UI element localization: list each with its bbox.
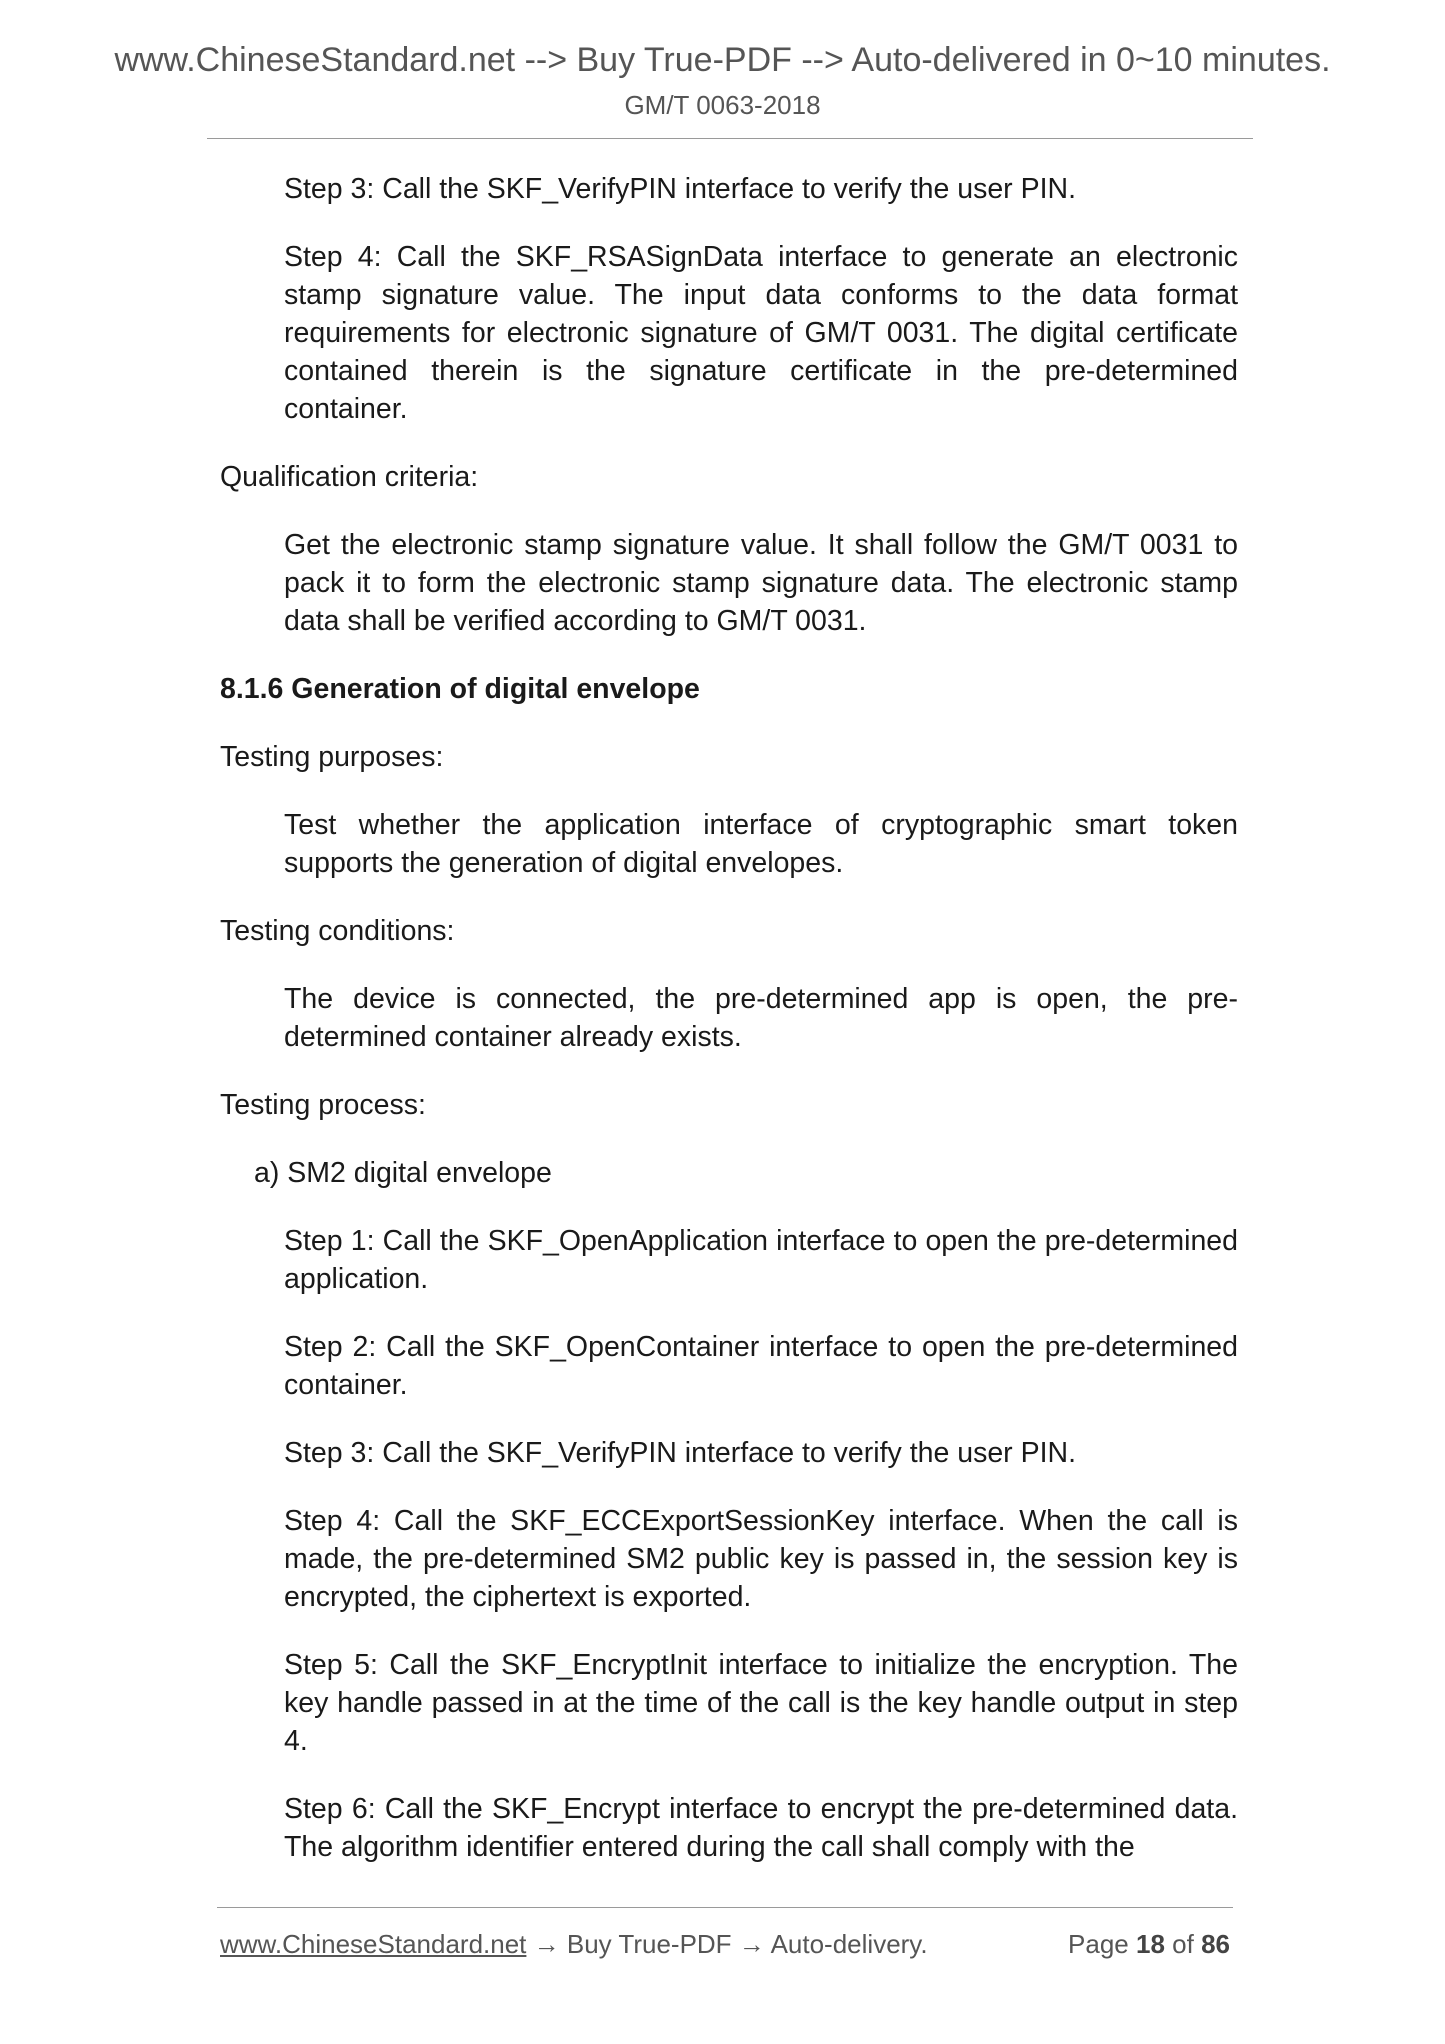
purposes-text: Test whether the application interface of cryptographic smart token supports the generation of digital envelopes. — [284, 809, 1238, 879]
step-1: Step 1: Call the SKF_OpenApplication interface to open the pre-determined application. — [284, 1225, 1238, 1295]
paragraph-step4-rsa: Step 4: Call the SKF_RSASignData interface to generate an electronic stamp signature value. The input data conforms to the data format requirements for electronic signature of GM/T 0031. The digital certificate contained therein is the signature certificate in the pre-determined container. — [284, 241, 1238, 425]
footer-divider — [217, 1907, 1233, 1908]
page-word: Page — [1068, 1929, 1129, 1959]
process-label: Testing process: — [220, 1089, 426, 1121]
header-divider — [207, 138, 1253, 139]
step-2: Step 2: Call the SKF_OpenContainer interface to open the pre-determined container. — [284, 1331, 1238, 1401]
step-6: Step 6: Call the SKF_Encrypt interface to encrypt the pre-determined data. The algorithm identifier entered during the call shall comply with the — [284, 1793, 1238, 1863]
footer-left — [220, 1926, 928, 1962]
qualification-text: Get the electronic stamp signature value. It shall follow the GM/T 0031 to pack it to form the electronic stamp signature data. The electronic stamp data shall be verified according to GM/T 0031. — [284, 529, 1238, 637]
footer-tagline: → Buy True-PDF → Auto-delivery. — [526, 1929, 928, 1959]
purposes-label: Testing purposes: — [220, 741, 444, 773]
footer-site-link[interactable]: www.ChineseStandard.net — [220, 1929, 527, 1959]
step-3: Step 3: Call the SKF_VerifyPIN interface to verify the user PIN. — [284, 1437, 1077, 1469]
step-5: Step 5: Call the SKF_EncryptInit interface to initialize the encryption. The key handle passed in at the time of the call is the key handle output in step 4. — [284, 1649, 1238, 1757]
section-heading: 8.1.6 Generation of digital envelope — [220, 673, 700, 705]
conditions-label: Testing conditions: — [220, 915, 455, 947]
page-indicator — [1068, 1926, 1230, 1962]
document-body — [220, 170, 1238, 1896]
page-number: 18 — [1136, 1929, 1165, 1959]
of-word: of — [1172, 1929, 1194, 1959]
qualification-label: Qualification criteria: — [220, 461, 479, 493]
sub-item-a: a) SM2 digital envelope — [254, 1157, 552, 1189]
total-pages: 86 — [1201, 1929, 1230, 1959]
footer — [220, 1926, 1230, 1962]
step-4: Step 4: Call the SKF_ECCExportSessionKey interface. When the call is made, the pre-determined SM2 public key is passed in, the session key is encrypted, the ciphertext is exported. — [284, 1505, 1238, 1613]
document-code: GM/T 0063-2018 — [624, 90, 821, 120]
conditions-text: The device is connected, the pre-determined app is open, the pre-determined container already exists. — [284, 983, 1238, 1053]
paragraph-step3-rsa: Step 3: Call the SKF_VerifyPIN interface to verify the user PIN. — [284, 173, 1077, 205]
header-banner: www.ChineseStandard.net --> Buy True-PDF --> Auto-delivered in 0~10 minutes. — [114, 41, 1331, 79]
